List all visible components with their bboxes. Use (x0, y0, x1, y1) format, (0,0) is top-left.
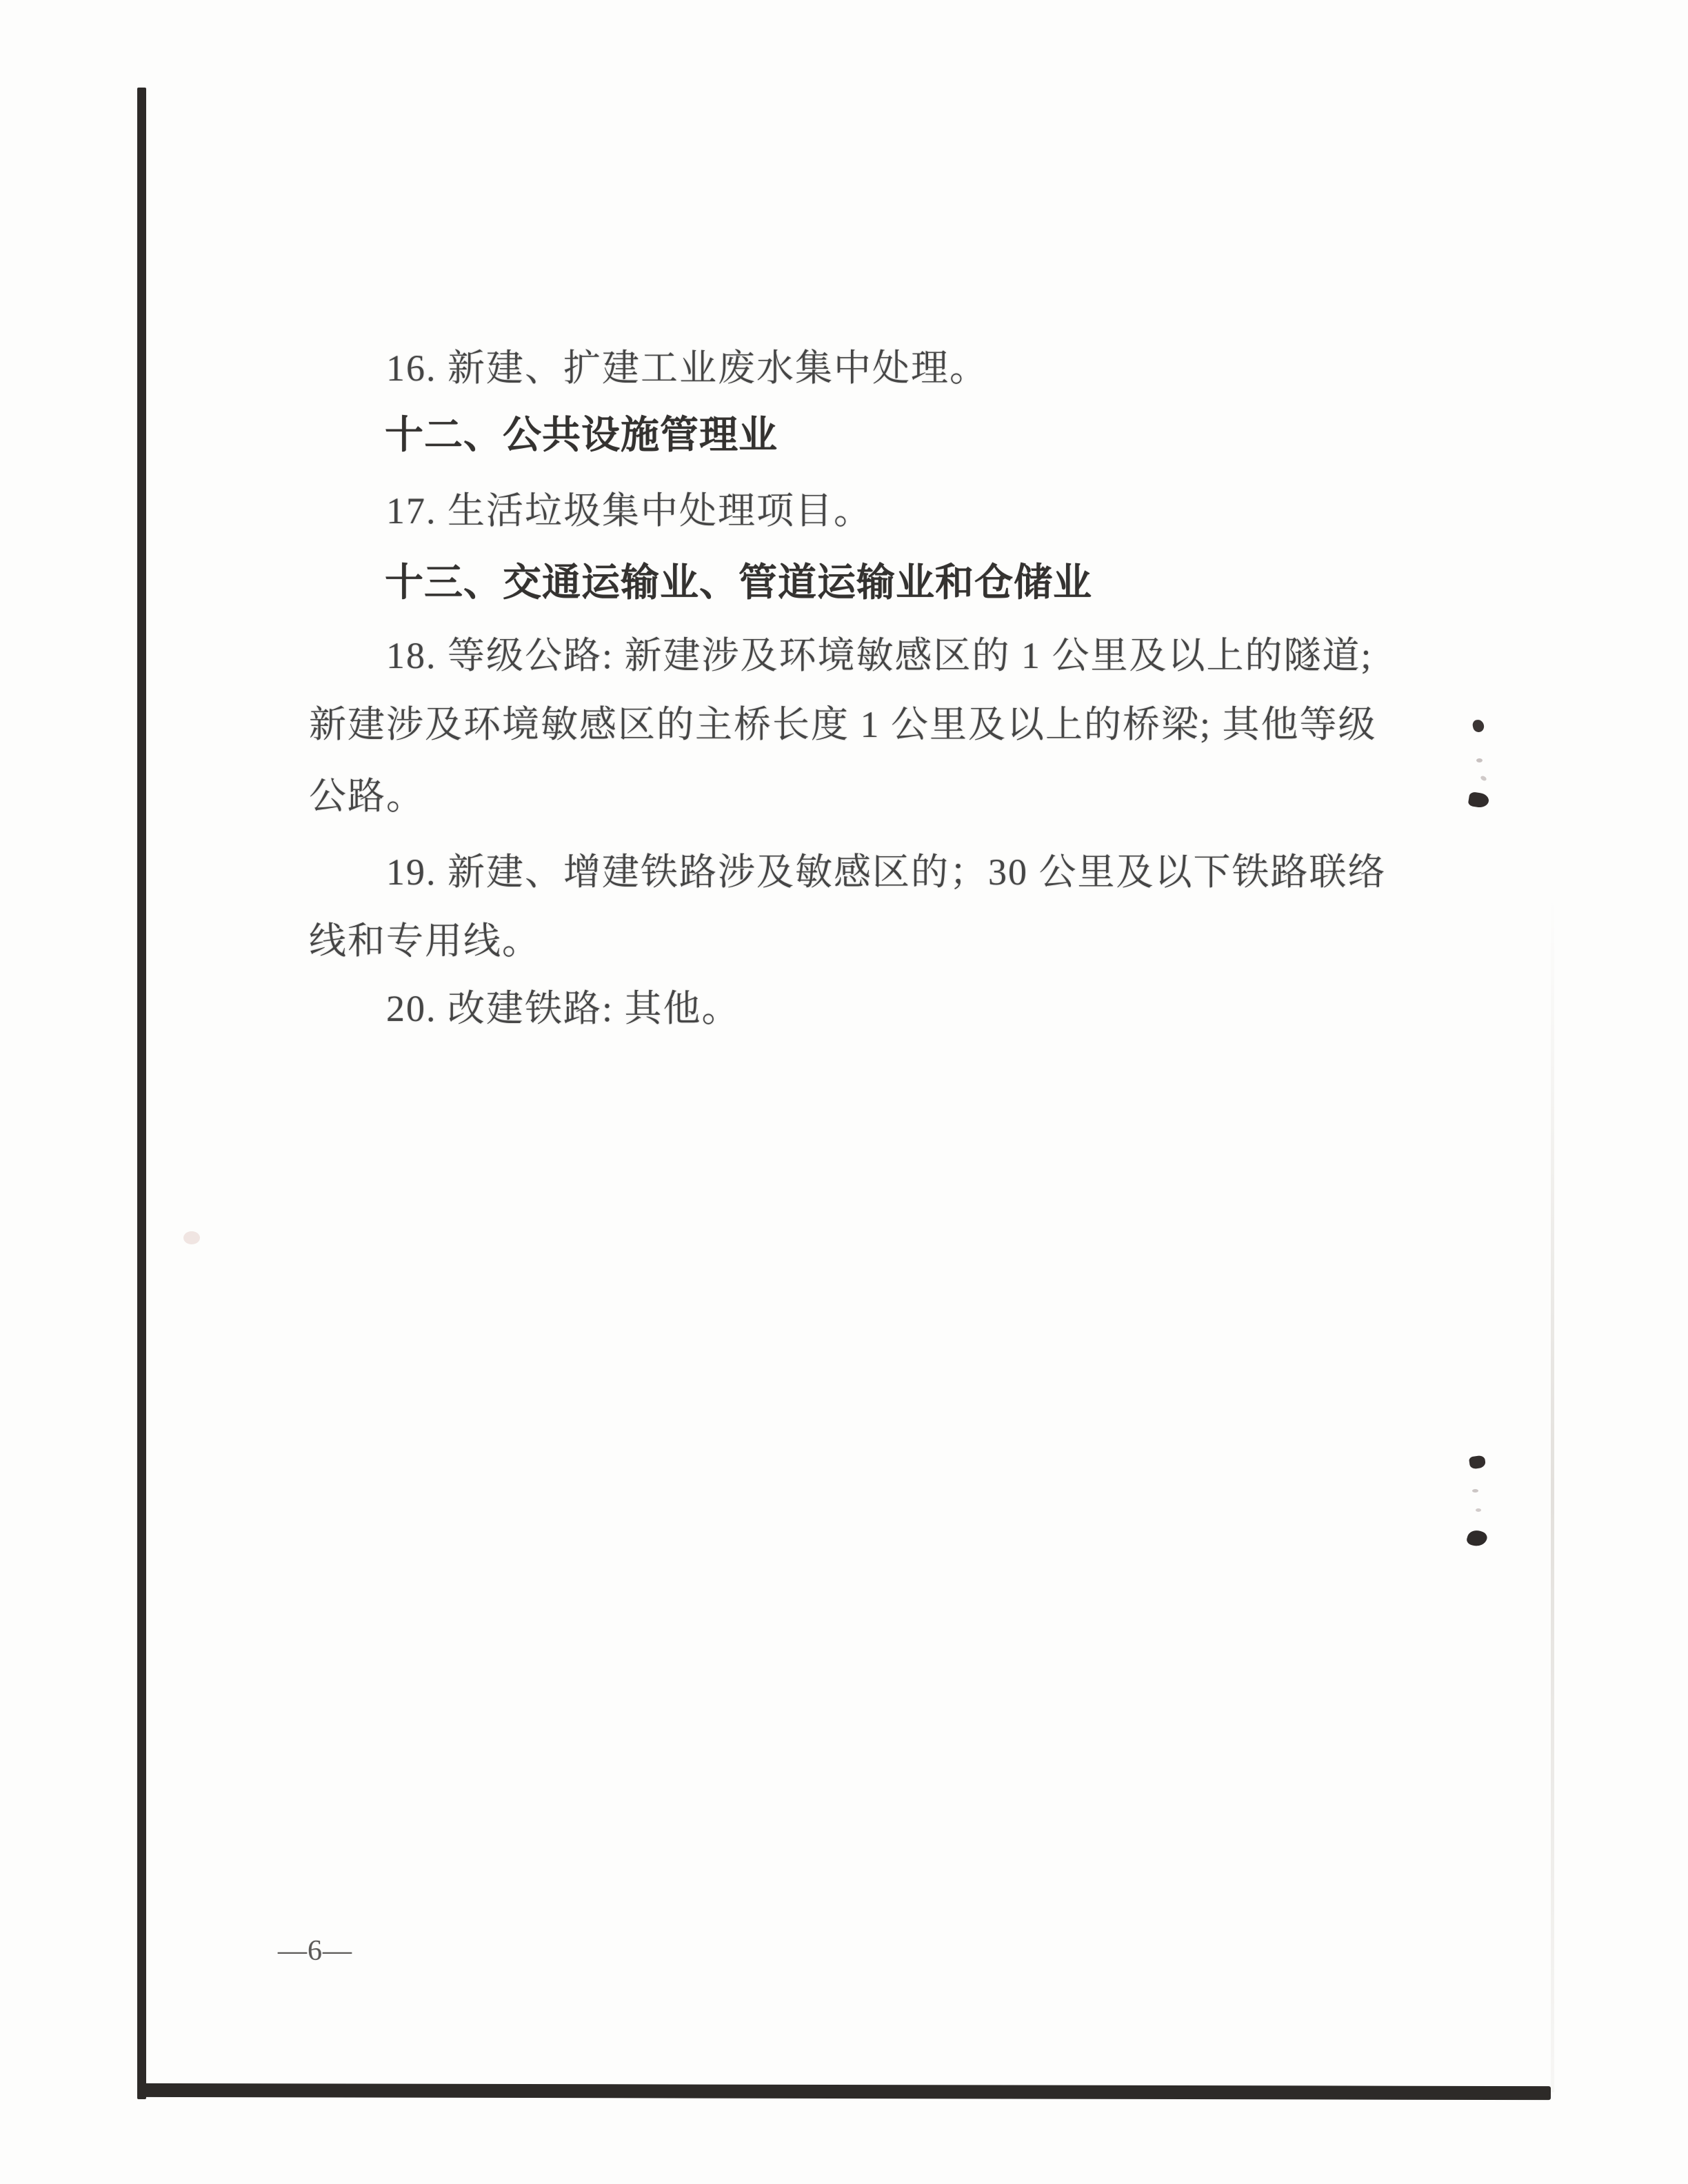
list-item-20: 20. 改建铁路: 其他。 (386, 988, 741, 1029)
paper-right-edge (1551, 896, 1554, 2092)
section-heading-12: 十二、公共设施管理业 (385, 413, 778, 456)
list-item-19-line-1: 19. 新建、增建铁路涉及敏感区的；30 公里及以下铁路联络 (386, 851, 1387, 893)
page-number: —6— (278, 1935, 352, 1967)
ink-speck-faint (1476, 1508, 1481, 1512)
scan-border-bottom (137, 2083, 1551, 2100)
paper-stain (183, 1231, 200, 1244)
list-item-18-line-3: 公路。 (309, 776, 425, 817)
list-item-18-line-1: 18. 等级公路: 新建涉及环境敏感区的 1 公里及以上的隧道; (386, 635, 1373, 676)
ink-speck (1468, 791, 1490, 809)
ink-speck (1469, 1455, 1486, 1469)
section-heading-13: 十三、交通运输业、管道运输业和仓储业 (385, 560, 1092, 604)
list-item-16: 16. 新建、扩建工业废水集中处理。 (386, 347, 988, 389)
ink-speck (1465, 1528, 1488, 1549)
scan-border-left (137, 88, 146, 2099)
ink-speck (1471, 719, 1485, 734)
list-item-19-line-2: 线和专用线。 (309, 920, 541, 962)
ink-speck-faint (1480, 775, 1487, 782)
ink-speck-faint (1476, 758, 1483, 762)
list-item-18-line-2: 新建涉及环境敏感区的主桥长度 1 公里及以上的桥梁; 其他等级 (309, 704, 1377, 745)
list-item-17: 17. 生活垃圾集中处理项目。 (386, 490, 872, 532)
ink-speck-faint (1472, 1489, 1478, 1493)
